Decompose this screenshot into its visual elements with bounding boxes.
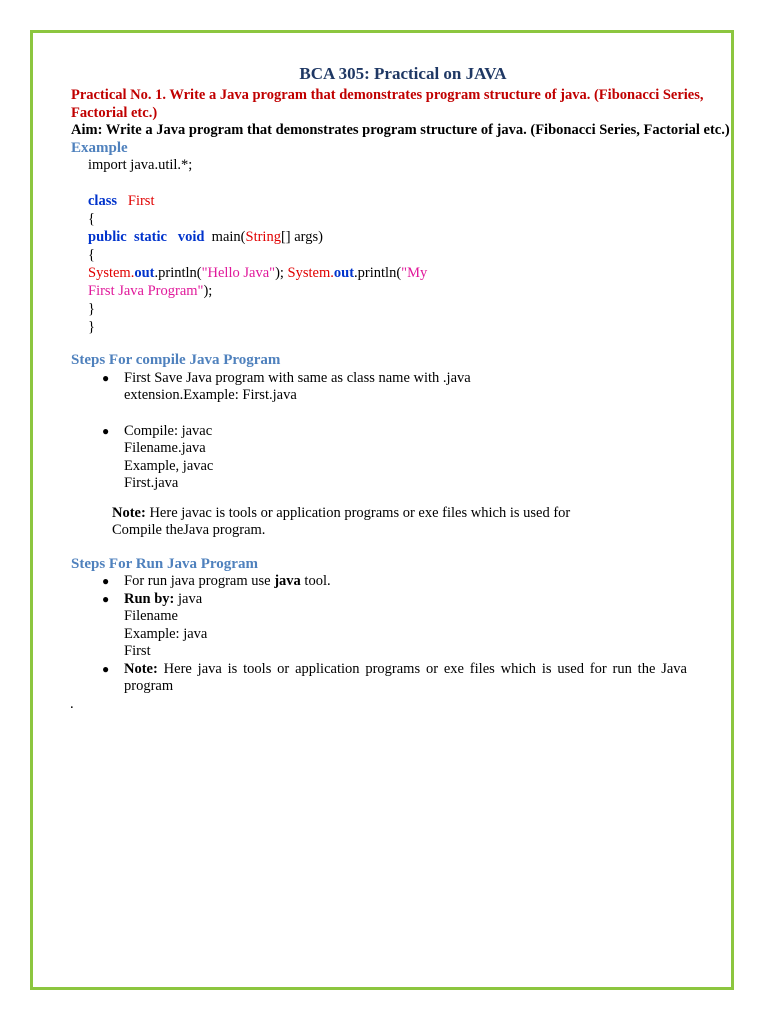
list-item: ● For run java program use java tool.	[102, 573, 331, 589]
code-open-brace: {	[88, 211, 95, 227]
trailing-dot: .	[70, 695, 74, 712]
system-ref-1: System.	[88, 265, 135, 281]
println-1: .println(	[154, 265, 202, 281]
aim-statement: Aim: Write a Java program that demonstrates program structure of java. (Fibonacci Series, Factorial etc.)	[71, 122, 730, 138]
code-example	[71, 157, 735, 337]
bullet-icon: ●	[102, 370, 110, 385]
stmt-end-2: );	[203, 283, 213, 299]
code-println-line-cont	[88, 283, 735, 301]
run-heading: Steps For Run Java Program	[71, 555, 258, 572]
code-main-line	[88, 229, 735, 247]
list-item: ● First Save Java program with same as class name with .java extension.Example: First.java	[102, 369, 471, 403]
code-println-line	[88, 265, 735, 283]
document-title: BCA 305: Practical on JAVA	[299, 64, 507, 83]
code-close-brace-2: }	[88, 319, 95, 335]
list-item: ● Compile: javac Filename.java Example, javac First.java	[102, 422, 214, 491]
string-literal-1: "Hello Java"	[201, 265, 276, 281]
stmt-end-1: );	[275, 265, 288, 281]
keyword-void: void	[177, 229, 205, 245]
compile-steps-list	[71, 370, 735, 493]
bullet-icon: ●	[102, 661, 110, 676]
bullet-icon: ●	[102, 574, 110, 588]
list-item: ● Note: Here java is tools or application programs or exe files which is used for run the Java program	[102, 660, 687, 694]
note-label: Note:	[112, 504, 146, 521]
main-sig-start: main(	[211, 229, 246, 245]
string-type: String	[245, 229, 281, 245]
keyword-class: class	[88, 193, 117, 209]
keyword-static: static	[133, 229, 167, 245]
out-ref-2: out	[333, 265, 355, 281]
string-literal-2a: "My	[401, 265, 428, 281]
code-open-brace-2: {	[88, 247, 95, 263]
keyword-public: public	[88, 229, 127, 245]
class-name: First	[127, 193, 155, 209]
compile-note: Note: Here javac is tools or application programs or exe files which is used for Compile theJava program.	[112, 504, 571, 538]
bullet-icon: ●	[102, 591, 110, 606]
list-item: ● Run by: java Filename Example: java First	[102, 590, 208, 659]
practical-statement: Practical No. 1. Write a Java program that demonstrates program structure of java. (Fibonacci Series, Factorial etc.)	[71, 87, 704, 121]
code-class-line	[88, 193, 735, 211]
code-close-brace-1: }	[88, 301, 95, 317]
println-2: .println(	[354, 265, 402, 281]
main-sig-end: [] args)	[280, 229, 323, 245]
out-ref-1: out	[134, 265, 155, 281]
code-import-line: import java.util.*;	[88, 157, 193, 173]
string-literal-2b: First Java Program"	[88, 283, 204, 299]
document-content	[71, 64, 735, 713]
run-steps-list	[71, 573, 735, 696]
example-heading: Example	[71, 139, 128, 156]
system-ref-2: System.	[287, 265, 334, 281]
bullet-icon: ●	[102, 423, 110, 438]
compile-heading: Steps For compile Java Program	[71, 352, 281, 368]
